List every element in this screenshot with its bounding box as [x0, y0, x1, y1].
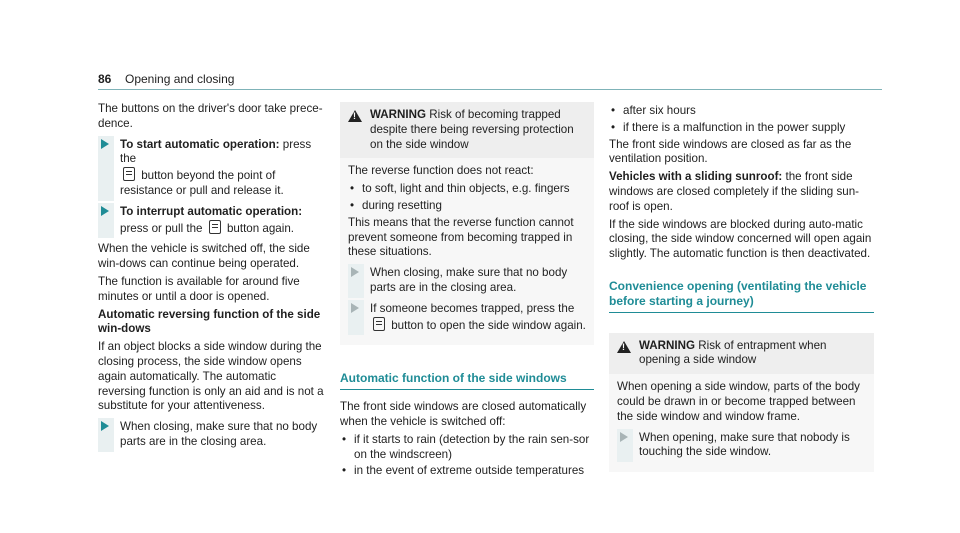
column-3	[609, 102, 874, 472]
step-text: press the	[120, 137, 312, 166]
arrow-right-icon	[101, 206, 109, 216]
bold-lead: Vehicles with a sliding sunroof:	[609, 170, 783, 184]
step-text: button beyond the point of resistance or pull and release it.	[120, 169, 284, 197]
paragraph: If the side windows are blocked during auto-matic closing, the side window concerned will open again slightly. The automatic function is then deactivated.	[609, 217, 872, 261]
column-1	[98, 102, 324, 456]
step-closing-check	[98, 420, 324, 450]
warning-step	[617, 431, 866, 461]
subheading: Automatic reversing function of the side win-dows	[98, 307, 321, 336]
step-text: press or pull the	[120, 221, 203, 235]
step-label: To interrupt automatic operation:	[120, 204, 303, 218]
list-item: • in the event of extreme outside temperatures	[340, 464, 594, 479]
arrow-right-icon	[351, 303, 359, 313]
step-text: When closing, make sure that no body parts are in the closing area.	[120, 420, 318, 448]
section-heading: Automatic function of the side windows	[340, 371, 594, 390]
list-item: • if it starts to rain (detection by the rain sen-sor on the windscreen)	[340, 433, 594, 463]
warning-triangle-icon	[348, 110, 362, 122]
arrow-right-icon	[351, 267, 359, 277]
header-divider	[98, 89, 882, 90]
step-text: button to open the side window again.	[388, 318, 586, 332]
warning-paragraph: When opening a side window, parts of the body could be drawn in or become trapped between the side window and window frame.	[617, 380, 860, 423]
step-text: When closing, make sure that no body parts are in the closing area.	[370, 266, 568, 294]
warning-label: WARNING	[639, 338, 696, 352]
warning-body	[340, 158, 594, 345]
section-heading: Convenience opening (ventilating the vehicle before starting a journey)	[609, 279, 874, 313]
list-item: • if there is a malfunction in the power supply	[609, 121, 874, 136]
paragraph: If an object blocks a side window during the closing process, the side window opens again automatically. The automatic reversing function is only an aid and is not a substitute for your attentiveness.	[98, 340, 324, 413]
step-text: When opening, make sure that nobody is touching the side window.	[639, 430, 850, 459]
arrow-right-icon	[620, 432, 628, 442]
paragraph: When the vehicle is switched off, the side win-dows can continue being operated.	[98, 242, 310, 271]
list-item: • during resetting	[348, 199, 586, 214]
warning-step	[348, 266, 586, 296]
column-2	[340, 102, 594, 481]
warning-title: Risk of entrapment when opening a side window	[639, 338, 827, 367]
warning-paragraph: This means that the reverse function cannot prevent someone from becoming trapped in these situations.	[348, 215, 574, 259]
warning-step	[348, 302, 586, 334]
arrow-right-icon	[101, 421, 109, 431]
warning-title: Risk of becoming trapped despite there being reversing protection on the side window	[370, 108, 574, 151]
warning-box	[609, 333, 874, 473]
paragraph: The front side windows are closed as far as the ventilation position.	[609, 137, 852, 166]
intro-text: The buttons on the driver's door take prece-dence.	[98, 102, 323, 130]
page-number: 86	[98, 72, 112, 86]
window-switch-icon	[123, 167, 135, 181]
page-title: Opening and closing	[125, 72, 235, 86]
list-item: • after six hours	[609, 104, 874, 119]
paragraph: The front side windows are closed automatically when the vehicle is switched off:	[340, 400, 587, 428]
warning-triangle-icon	[617, 341, 631, 353]
window-switch-icon	[209, 220, 221, 234]
step-label: To start automatic operation:	[120, 137, 280, 151]
paragraph-text: the front side windows are closed completely if the sliding sun-roof is open.	[609, 170, 860, 213]
step-start-automatic	[98, 138, 324, 199]
warning-header	[609, 333, 874, 375]
warning-body	[609, 374, 874, 472]
paragraph	[609, 170, 874, 214]
list-item: • to soft, light and thin objects, e.g. fingers	[348, 182, 586, 197]
step-text: button again.	[223, 221, 294, 235]
step-interrupt-automatic	[98, 205, 324, 237]
paragraph: The function is available for around five minutes or until a door is opened.	[98, 274, 300, 303]
step-text: If someone becomes trapped, press the	[370, 301, 575, 315]
page-header	[98, 72, 882, 90]
warning-box	[340, 102, 594, 345]
warning-header	[340, 102, 594, 158]
window-switch-icon	[373, 317, 385, 331]
warning-label: WARNING	[370, 108, 427, 121]
arrow-right-icon	[101, 139, 109, 149]
warning-intro: The reverse function does not react:	[348, 164, 534, 178]
